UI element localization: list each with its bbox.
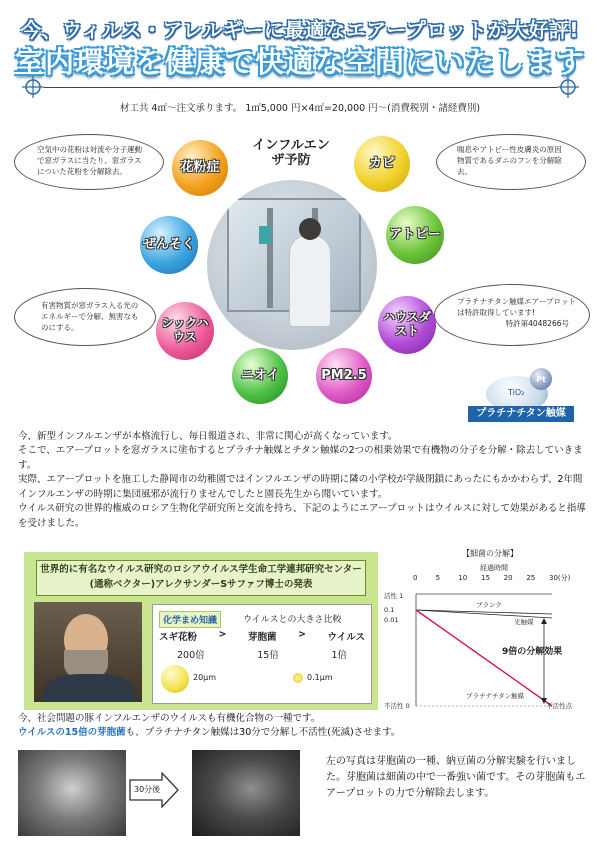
- x-tick-label: 30(分): [549, 574, 571, 582]
- spore-after-photo: [192, 750, 300, 836]
- body-text: [18, 430, 586, 531]
- scientist-photo: [34, 602, 142, 702]
- ball-nioi: ニオイ: [232, 348, 288, 404]
- experiment-description: 左の写真は芽胞菌の一種、納豆菌の分解実験を行いました。芽胞菌は細菌の中で一番強い菌です。その芽胞菌もエアープロットの力で分解除去します。: [326, 756, 586, 799]
- platinum-titanium-badge: [468, 368, 574, 420]
- ball-zensoku: ぜんそく: [140, 216, 198, 274]
- chart-title: 【細菌の分解】: [462, 549, 518, 558]
- lower-line-2: [18, 726, 594, 740]
- thirty-minutes-arrow: [128, 772, 180, 808]
- research-panel: [24, 552, 378, 710]
- virus-icon: [293, 673, 303, 683]
- ball-atopy: アトピー: [386, 206, 444, 264]
- chart-xlabel: 経過時間: [480, 564, 508, 572]
- compare-gt-1: >: [218, 629, 227, 640]
- series-label-photo: 光触媒: [514, 618, 534, 626]
- x-tick-label: 5: [435, 574, 441, 582]
- body-paragraph-3: 実際、エアープロットを施工した静岡市の幼稚園ではインフルエンザの時期に隣の小学校が学級閉鎖にあったにもかかわらず、2年間インフルエンザの時期に集団風邪が流行りませんでしたと園長先生から聞いています。: [18, 474, 583, 500]
- ball-sick-house: シックハウス: [156, 302, 214, 360]
- ratio-spore: 15倍: [257, 650, 279, 661]
- compare-spore: 芽胞菌: [248, 632, 277, 643]
- chem-trivia-subtitle: ウイルスとの大きさ比較: [243, 615, 342, 625]
- decomposition-chart-svg: [384, 548, 594, 718]
- bubble-patent: [434, 284, 590, 346]
- headline: 今、ウィルス・アレルギーに最適なエアープロットが大好評!: [20, 18, 580, 42]
- x-tick-label: 20: [503, 574, 513, 582]
- research-panel-title: 世界的に有名なウイルス研究のロシアウイルス学生命工学連邦研究センター(通称ベクター)アレクサンダーSサファフ博士の発表: [36, 560, 366, 596]
- header-rule: [44, 87, 557, 88]
- bubble-harmful-substances: 有害物質が窓ガラス入る光のエネルギーで分解、無害なものにする。: [14, 288, 156, 346]
- annotation-arrow-head-up: [541, 618, 547, 624]
- badge-label: プラチナチタン触媒: [468, 406, 574, 422]
- compare-gt-2: >: [298, 629, 307, 640]
- bubble-mite: 喘息やアトピー性皮膚炎の原因物質であるダニのフンを分解除去。: [436, 134, 586, 190]
- arrow-label: 30分後: [134, 785, 161, 794]
- ball-kafun: 花粉症: [172, 140, 228, 196]
- ratio-virus: 1倍: [331, 650, 347, 661]
- ball-pm25: PM2.5: [316, 348, 372, 404]
- crosshair-mark-left: [22, 76, 44, 98]
- annotation-label: 9倍の分解効果: [502, 647, 563, 657]
- lower-line-1: 今、社会問題の豚インフルエンザのウイルスも有機化合物の一種です。: [18, 713, 321, 724]
- end-point-label: 不活性点: [546, 702, 572, 710]
- y-tick-label: 活性 1: [384, 592, 404, 600]
- ball-house-dust: ハウスダスト: [378, 296, 436, 354]
- size-compare-names: [159, 629, 365, 643]
- chem-trivia-box: [152, 604, 372, 704]
- series-label-ptti: プラチナチタン触媒: [466, 692, 525, 700]
- page-title: 室内環境を健康で快適な空間にいたします: [14, 45, 585, 79]
- patent-number: 特許第4048266号: [505, 318, 569, 328]
- chem-trivia-title: 化学まめ知識: [159, 611, 221, 628]
- bubble-pollen: 空気中の花粉は対流や分子運動で窓ガラスに当たり、窓ガラスについた花粉を分解除去。: [14, 134, 164, 190]
- y-tick-label: 0.1: [384, 606, 395, 614]
- lower-line-2-rest: も、プラチナチタン触媒は30分で分解し不活性(死滅)させます。: [125, 727, 401, 739]
- lower-intro: [18, 712, 594, 741]
- body-paragraph-4: ウイルス研究の世界的権威のロシア生物化学研究所と交流を持ち、下記のようにエアープロットはウイルスに対して効果があると指導を受けました。: [18, 503, 586, 529]
- crosshair-mark-right: [557, 76, 579, 98]
- label-influenza: インフルエンザ予防: [252, 138, 330, 168]
- patent-note: プラチナチタン触媒エアープロットは特許取得しています!: [457, 297, 576, 317]
- x-tick-label: 15: [481, 574, 490, 582]
- x-tick-label: 0: [413, 574, 418, 582]
- series-line-0: [416, 610, 552, 614]
- y-tick-label: 0.01: [384, 616, 399, 624]
- x-tick-label: 25: [526, 574, 536, 582]
- y-tick-label: 不活性 0: [384, 702, 410, 710]
- series-label-blank: ブランク: [476, 601, 502, 609]
- size-compare-ratios: [177, 647, 347, 661]
- x-tick-label: 10: [458, 574, 468, 582]
- decomposition-chart: [384, 548, 594, 718]
- pollen-size-label: 20μm: [193, 673, 217, 682]
- price-line: 材工共 4㎡〜注文承ります。 1㎡5,000 円×4㎡=20,000 円〜(消費税別・諸経費別): [119, 103, 481, 114]
- series-line-1: [416, 610, 552, 618]
- spore-highlight: ウイルスの15倍の芽胞菌: [18, 727, 126, 739]
- ball-kabi: カビ: [354, 136, 410, 192]
- tio2-label: TiO₂: [508, 388, 525, 397]
- spore-before-photo: [18, 750, 126, 836]
- body-paragraph-1: 今、新型インフルエンザが本格流行し、毎日報道され、非常に関心が高くなっています。: [18, 431, 398, 442]
- compare-pollen: スギ花粉: [159, 632, 198, 643]
- compare-virus: ウイルス: [327, 632, 365, 643]
- window-cleaning-photo: [207, 180, 377, 350]
- ratio-pollen: 200倍: [177, 650, 205, 661]
- pt-sphere: Pt: [530, 368, 552, 390]
- body-paragraph-2: そこで、エアープロットを窓ガラスに塗布するとプラチナ触媒とチタン触媒の2つの相乗効果で有機物の分子を分解・除去していきます。: [18, 445, 583, 471]
- pollen-icon: [161, 665, 189, 693]
- virus-size-label: 0.1μm: [307, 673, 333, 682]
